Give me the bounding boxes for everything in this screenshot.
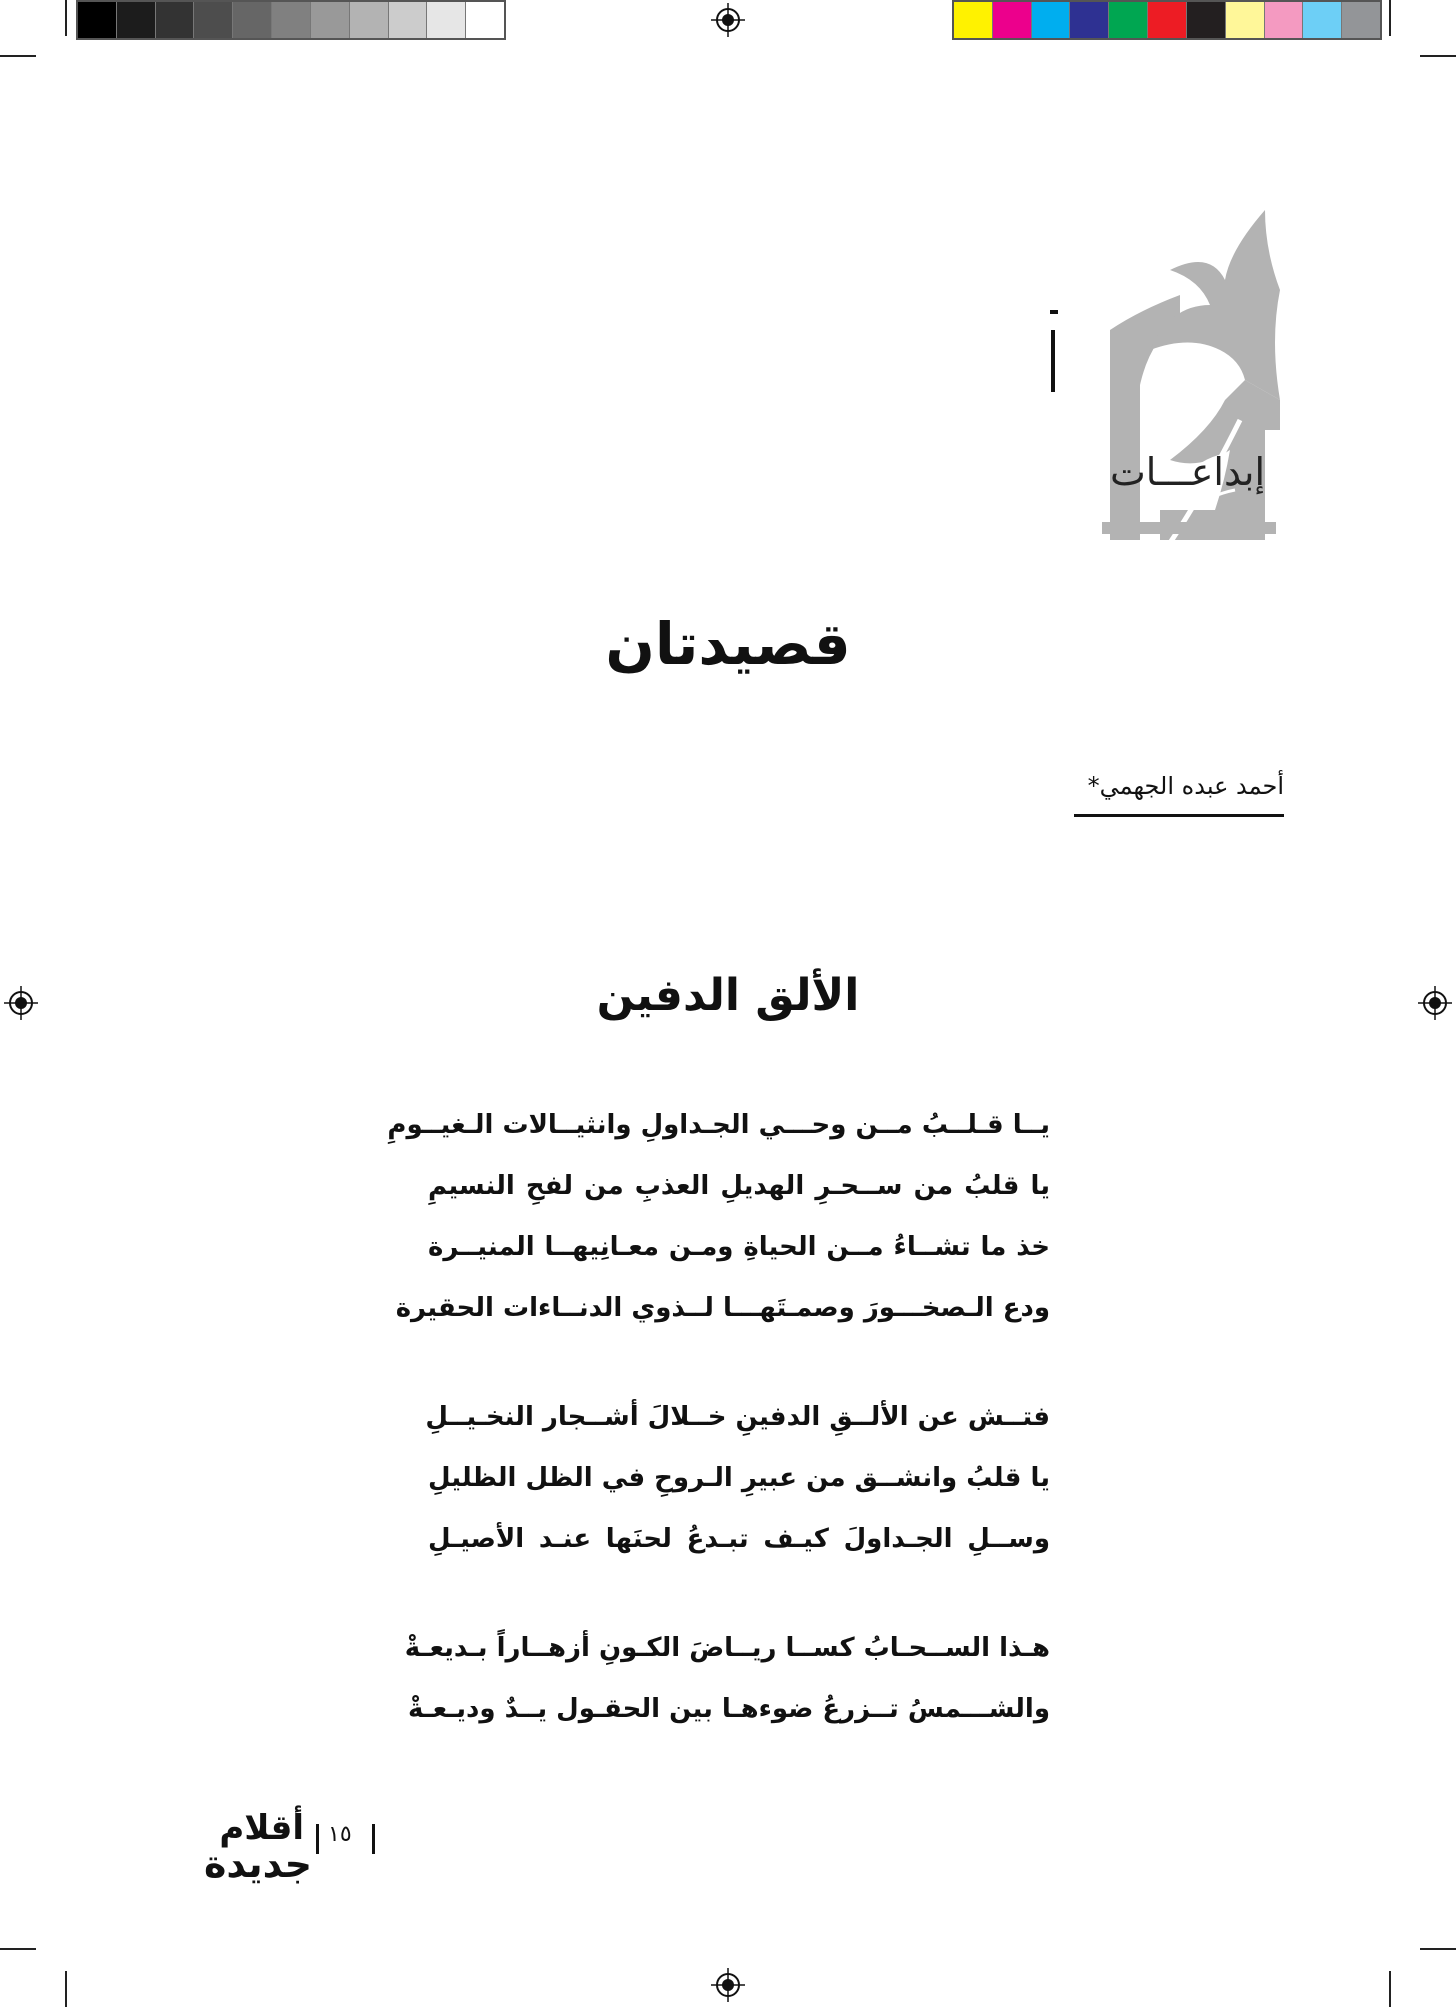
footer-divider xyxy=(372,1824,375,1854)
author-name: أحمد عبده الجهمي* xyxy=(1087,772,1284,800)
page-number: ١٥ xyxy=(328,1822,352,1847)
poem-verse: وســلِ الجـداولَ كيـف تبـدعُ لحنَها عنـد الأصيـلِ xyxy=(428,1524,1050,1554)
stanza xyxy=(425,1387,1050,1570)
poem-verse: يا قلبُ من ســحـرِ الهديلِ العذبِ من لفحِ النسيمِ xyxy=(428,1171,1050,1201)
color-swatch xyxy=(1303,2,1342,38)
color-swatch xyxy=(311,2,350,38)
color-swatch xyxy=(272,2,311,38)
crop-mark xyxy=(1389,1971,1391,2007)
color-swatch xyxy=(194,2,233,38)
color-swatch xyxy=(233,2,272,38)
color-swatch xyxy=(1070,2,1109,38)
poem-verse: ودع الـصخـــورَ وصمـتَهـــا لــذوي الدنــاءات الحقيرة xyxy=(395,1293,1050,1323)
grayscale-calibration-bar xyxy=(76,0,506,40)
poem-verse: فتــش عن الألــقِ الدفينِ خــلالَ أشــجار النخـيــلِ xyxy=(425,1402,1050,1432)
color-swatch xyxy=(427,2,466,38)
footer-divider xyxy=(316,1824,319,1854)
crop-mark xyxy=(1389,0,1391,36)
poem-verse: يا قلبُ وانشــق من عبيرِ الـروحِ في الظل الظليلِ xyxy=(428,1463,1050,1493)
crop-mark xyxy=(65,1971,67,2007)
poem-verse: هـذا الســحـابُ كســا ريــاضَ الكـونِ أزهــاراً بـديعـةْ xyxy=(404,1633,1050,1663)
color-swatch xyxy=(156,2,195,38)
poem-verse: يــا قـلــبُ مــن وحـــي الجـداولِ وانثيــالات الـغيــومِ xyxy=(387,1110,1050,1140)
poem-body xyxy=(387,1095,1050,1788)
color-swatch xyxy=(1342,2,1380,38)
page-title: قصيدتان xyxy=(605,610,851,678)
stanza xyxy=(387,1095,1050,1339)
crop-mark xyxy=(0,55,36,57)
color-swatch xyxy=(954,2,993,38)
crop-mark xyxy=(1420,1948,1456,1950)
color-swatch xyxy=(117,2,156,38)
section-title: إبداعـــات xyxy=(1109,450,1266,494)
poem-verse: والشـــمسُ تــزرعُ ضوءهـا بين الحقـول يــدٌ وديـعـةْ xyxy=(408,1694,1050,1724)
color-swatch xyxy=(466,2,504,38)
registration-mark-icon xyxy=(711,3,745,37)
color-swatch xyxy=(1109,2,1148,38)
color-swatch xyxy=(993,2,1032,38)
stanza xyxy=(404,1618,1050,1740)
color-swatch xyxy=(1032,2,1071,38)
magazine-logo xyxy=(172,1808,312,1884)
crop-mark xyxy=(65,0,67,36)
magazine-logo-line1: أقلام xyxy=(219,1808,304,1848)
color-swatch xyxy=(1148,2,1187,38)
crop-mark xyxy=(0,1948,36,1950)
poem-verse: خذ ما تشــاءُ مــن الحياةِ ومـن معـانِيهــا المنيــرة xyxy=(428,1232,1050,1262)
color-swatch xyxy=(1265,2,1304,38)
magazine-logo-line2: جديدة xyxy=(204,1842,312,1886)
color-swatch xyxy=(389,2,428,38)
color-calibration-bar xyxy=(952,0,1382,40)
color-swatch xyxy=(350,2,389,38)
color-swatch xyxy=(78,2,117,38)
color-swatch xyxy=(1226,2,1265,38)
section-divider xyxy=(1102,522,1276,534)
color-swatch xyxy=(1187,2,1226,38)
poem-title: الألق الدفين xyxy=(596,970,860,1021)
registration-mark-icon xyxy=(711,1968,745,2002)
crop-mark xyxy=(1420,55,1456,57)
author-underline xyxy=(1074,814,1284,817)
